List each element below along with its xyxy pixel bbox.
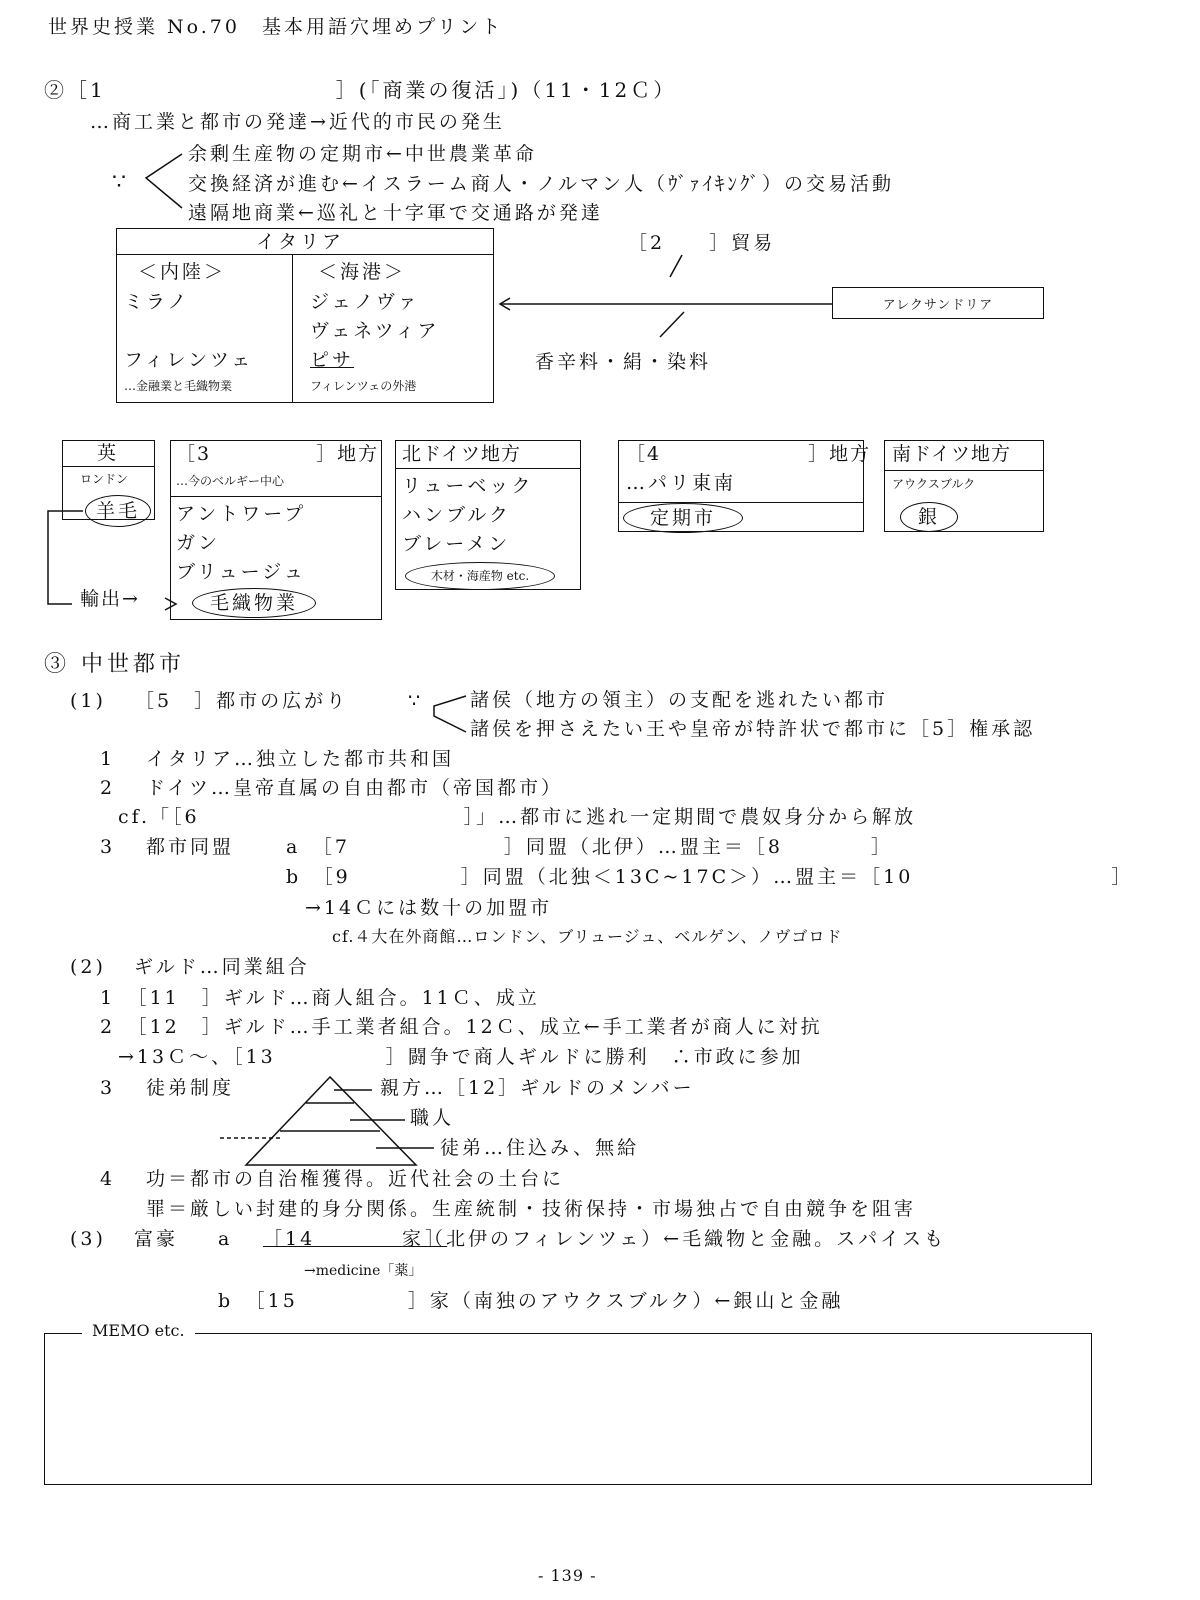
reason-2: 交換経済が進む←イスラーム商人・ノルマン人（ｳﾞｧｲｷﾝｸﾞ）の交易活動 bbox=[188, 173, 894, 195]
item-number: 1 bbox=[100, 748, 116, 770]
item-text: ドイツ…皇帝直属の自由都市（帝国都市） bbox=[146, 777, 564, 799]
item-label: 徒弟制度 bbox=[146, 1077, 235, 1099]
port-note: フィレンツェの外港 bbox=[310, 379, 417, 393]
inland-city: ミラノ bbox=[124, 291, 190, 313]
flanders-title: ［3 ］地方 bbox=[176, 443, 380, 465]
flanders-city: ガン bbox=[176, 532, 221, 554]
league-b: b ［9 ］同盟（北独＜13C~17C＞）…盟主＝［10 ］ bbox=[286, 866, 1134, 888]
flanders-city: ブリュージュ bbox=[176, 561, 306, 583]
south-germany-title: 南ドイツ地方 bbox=[892, 443, 1012, 465]
flanders-note: …今のベルギー中心 bbox=[176, 474, 285, 488]
italy-title: イタリア bbox=[256, 231, 345, 253]
trade-label: ［2 ］貿易 bbox=[628, 232, 776, 254]
export-label: 輸出→ bbox=[80, 588, 140, 610]
rich-a-note: →medicine「薬」 bbox=[304, 1263, 423, 1279]
pyramid-journeyman: 職人 bbox=[410, 1107, 455, 1129]
inland-label: ＜内陸＞ bbox=[138, 261, 227, 283]
part2-label: (2) bbox=[70, 956, 106, 978]
north-germany-title: 北ドイツ地方 bbox=[402, 443, 522, 465]
england-city: ロンドン bbox=[80, 472, 129, 486]
flanders-product: 毛織物業 bbox=[192, 588, 316, 618]
item-text: イタリア…独立した都市共和国 bbox=[146, 748, 455, 770]
page-number: - 139 - bbox=[538, 1566, 597, 1585]
reason-1: 余剰生産物の定期市←中世農業革命 bbox=[188, 143, 537, 165]
south-germany-product: 銀 bbox=[900, 502, 958, 532]
part2-text: ギルド…同業組合 bbox=[134, 956, 310, 978]
north-germany-city: ブレーメン bbox=[402, 533, 511, 555]
memo-label: MEMO etc. bbox=[82, 1323, 195, 1339]
guild-1: 1 ［11 ］ギルド…商人組合。11Ｃ、成立 bbox=[100, 987, 540, 1009]
demerit-text: 罪＝厳しい封建的身分関係。生産統制・技術保持・市場独占で自由競争を阻害 bbox=[146, 1198, 917, 1220]
trade-tick-1 bbox=[670, 255, 682, 277]
port-city: ジェノヴァ bbox=[310, 291, 420, 313]
export-arrow-head bbox=[165, 598, 176, 610]
part3-text: 富豪 bbox=[134, 1228, 179, 1250]
trade-tick-2 bbox=[660, 312, 684, 337]
north-germany-city: リューベック bbox=[402, 475, 534, 497]
item-number: 3 bbox=[100, 1077, 116, 1099]
england-product: 羊毛 bbox=[85, 495, 151, 527]
rich-a-text: 家（北伊のフィレンツェ）←毛織物と金融。スパイスも bbox=[402, 1228, 946, 1250]
rich-b-text: b ［15 ］家（南独のアウクスブルク）←銀山と金融 bbox=[218, 1290, 844, 1312]
guild-2: 2 ［12 ］ギルド…手工業者組合。12Ｃ、成立←手工業者が商人に対抗 bbox=[100, 1016, 823, 1038]
part1-reason-1: 諸侯（地方の領主）の支配を逃れたい都市 bbox=[470, 689, 889, 711]
item-number: 2 bbox=[100, 777, 116, 799]
port-city: ヴェネツィア bbox=[310, 320, 440, 342]
part1-bracket bbox=[434, 696, 466, 732]
export-connector bbox=[48, 511, 83, 604]
england-title: 英 bbox=[97, 442, 120, 464]
north-germany-product: 木材・海産物 etc. bbox=[405, 562, 555, 590]
south-germany-city: アウクスブルク bbox=[892, 477, 976, 491]
cf-note-1: cf.「［6 ］」…都市に逃れ一定期間で農奴身分から解放 bbox=[118, 806, 917, 828]
pyramid-apprentice: 徒弟…住込み、無給 bbox=[440, 1137, 640, 1159]
part1-label: (1) bbox=[70, 690, 106, 712]
region4-note: …パリ東南 bbox=[626, 472, 737, 494]
item-number: 4 bbox=[100, 1168, 116, 1190]
item-label: 都市同盟 bbox=[146, 836, 235, 858]
page-title: 世界史授業 No.70 基本用語穴埋めプリント bbox=[48, 16, 504, 38]
region4-title: ［4 ］地方 bbox=[626, 443, 872, 465]
merit-text: 功＝都市の自治権獲得。近代社会の土台に bbox=[146, 1168, 565, 1190]
part1-reason-2: 諸侯を押さえたい王や皇帝が特許状で都市に［5］権承認 bbox=[470, 718, 1036, 740]
inland-city: フィレンツェ bbox=[124, 349, 254, 371]
because-symbol: ∵ bbox=[112, 170, 129, 195]
north-germany-city: ハンブルク bbox=[402, 504, 511, 526]
guild-2b: →13Ｃ～、［13 ］闘争で商人ギルドに勝利 ∴市政に参加 bbox=[118, 1046, 804, 1068]
pyramid-master: 親方…［12］ギルドのメンバー bbox=[380, 1077, 695, 1099]
inland-note: …金融業と毛織物業 bbox=[124, 379, 233, 393]
reasons-bracket bbox=[146, 154, 182, 208]
section2-heading: ②［1 ］(「商業の復活」)（11・12Ｃ） bbox=[44, 78, 677, 102]
part1-text: ［5 ］都市の広がり bbox=[135, 690, 349, 712]
reason-3: 遠隔地商業←巡礼と十字軍で交通路が発達 bbox=[188, 202, 603, 224]
section3-heading: ③ 中世都市 bbox=[44, 652, 185, 677]
league-a: a ［7 ］同盟（北伊）…盟主＝［8 ］ bbox=[286, 836, 894, 858]
rich-a-blank: ［14 ］ bbox=[263, 1228, 448, 1250]
region4-product: 定期市 bbox=[623, 503, 743, 533]
alexandria-label: アレクサンドリア bbox=[882, 297, 994, 313]
port-label: ＜海港＞ bbox=[318, 261, 407, 283]
item-number: 3 bbox=[100, 836, 116, 858]
arrow-note: →14Ｃには数十の加盟市 bbox=[305, 897, 553, 919]
part3-label: (3) bbox=[70, 1228, 106, 1250]
section2-line1: …商工業と都市の発達→近代的市民の発生 bbox=[90, 111, 505, 133]
apprentice-pyramid bbox=[246, 1077, 416, 1165]
port-city: ピサ bbox=[310, 349, 355, 371]
because-symbol-2: ∵ bbox=[408, 690, 424, 712]
rich-a-letter: a bbox=[218, 1228, 233, 1250]
goods-label: 香辛料・絹・染料 bbox=[535, 351, 712, 373]
cf-note-2: cf.４大在外商館…ロンドン、ブリュージュ、ベルゲン、ノヴゴロド bbox=[332, 927, 843, 946]
flanders-city: アントワープ bbox=[176, 503, 307, 525]
